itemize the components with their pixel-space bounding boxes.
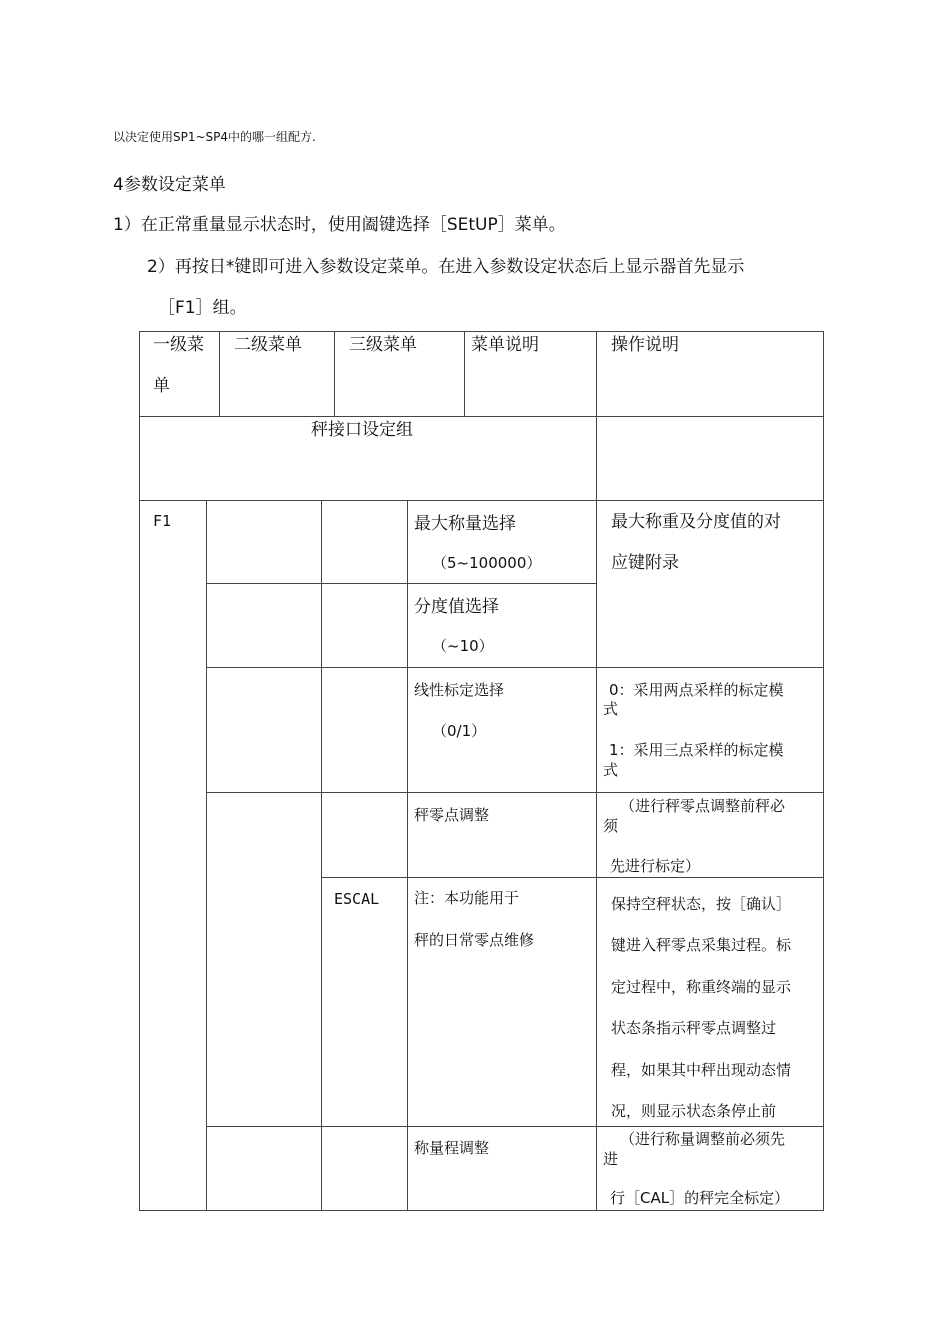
- divider: [219, 331, 220, 417]
- op-linear-option0-continued: 式: [603, 700, 619, 718]
- header-level1-continued: 单: [153, 376, 170, 396]
- op-escal-line1: 保持空秤状态，按［确认］: [611, 895, 792, 913]
- section-heading: 4参数设定菜单: [113, 175, 226, 195]
- linear-range: （0/1）: [432, 722, 487, 740]
- intro-line: 以决定使用SP1~SP4中的哪一组配方.: [113, 130, 316, 144]
- op-linear-option1: 1：采用三点采样的标定模: [609, 741, 784, 759]
- step-1-text: 1）在正常重量显示状态时，使用阖键选择［SEtUP］菜单。: [113, 215, 566, 235]
- header-level2: 二级菜单: [234, 335, 302, 355]
- op-escal-line3: 定过程中，称重终端的显示: [611, 978, 792, 996]
- f1-label: F1: [153, 512, 172, 530]
- divider: [321, 500, 322, 1211]
- divider: [596, 331, 597, 1211]
- step-2-text: 2）再按日*键即可进入参数设定菜单。在进入参数设定状态后上显示器首先显示: [147, 257, 745, 277]
- op-escal-line6: 况，则显示状态条停止前: [611, 1102, 777, 1120]
- op-max-capacity-line2: 应键附录: [611, 553, 679, 573]
- divider: [139, 416, 824, 417]
- op-zero-adjust-line1: （进行秤零点调整前秤必: [620, 797, 786, 815]
- escal-note: 注：本功能用于: [414, 889, 520, 907]
- division-name: 分度值选择: [414, 597, 499, 617]
- op-zero-adjust-line3: 先进行标定）: [610, 857, 701, 875]
- span-adjust-name: 称量程调整: [414, 1139, 490, 1157]
- op-span-adjust-line1: （进行称量调整前必须先: [620, 1130, 786, 1148]
- step-2-text-continued: ［F1］组。: [158, 298, 247, 318]
- op-linear-option1-continued: 式: [603, 761, 619, 779]
- max-capacity-range: （5~100000）: [432, 554, 542, 572]
- op-zero-adjust-line2: 须: [603, 817, 619, 835]
- op-linear-option0: 0：采用两点采样的标定模: [609, 681, 784, 699]
- header-op-desc: 操作说明: [611, 335, 679, 355]
- op-escal-line4: 状态条指示秤零点调整过: [611, 1019, 777, 1037]
- linear-name: 线性标定选择: [414, 681, 505, 699]
- op-span-adjust-line2: 进: [603, 1150, 619, 1168]
- zero-adjust-name: 秤零点调整: [414, 806, 490, 824]
- divider: [334, 331, 335, 417]
- op-escal-line5: 程，如果其中秤出现动态情: [611, 1061, 792, 1079]
- escal-note-continued: 秤的日常零点维修: [414, 931, 535, 949]
- escal-label: ESCAL: [334, 890, 380, 908]
- division-range: （~10）: [432, 637, 494, 655]
- header-level1: 一级菜: [153, 335, 204, 355]
- divider: [139, 500, 824, 501]
- divider: [206, 667, 824, 668]
- header-level3: 三级菜单: [349, 335, 417, 355]
- group-title: 秤接口设定组: [311, 420, 413, 440]
- divider: [464, 331, 465, 417]
- divider: [206, 1126, 824, 1127]
- max-capacity-name: 最大称量选择: [414, 514, 516, 534]
- op-escal-line2: 键进入秤零点采集过程。标: [611, 936, 792, 954]
- divider: [206, 500, 207, 1211]
- divider: [206, 583, 596, 584]
- header-menu-desc: 菜单说明: [471, 335, 539, 355]
- divider: [407, 500, 408, 1211]
- op-span-adjust-line3: 行［CAL］的秤完全标定）: [610, 1189, 790, 1207]
- op-max-capacity-line1: 最大称重及分度值的对: [611, 512, 781, 532]
- divider: [321, 877, 824, 878]
- divider: [206, 792, 824, 793]
